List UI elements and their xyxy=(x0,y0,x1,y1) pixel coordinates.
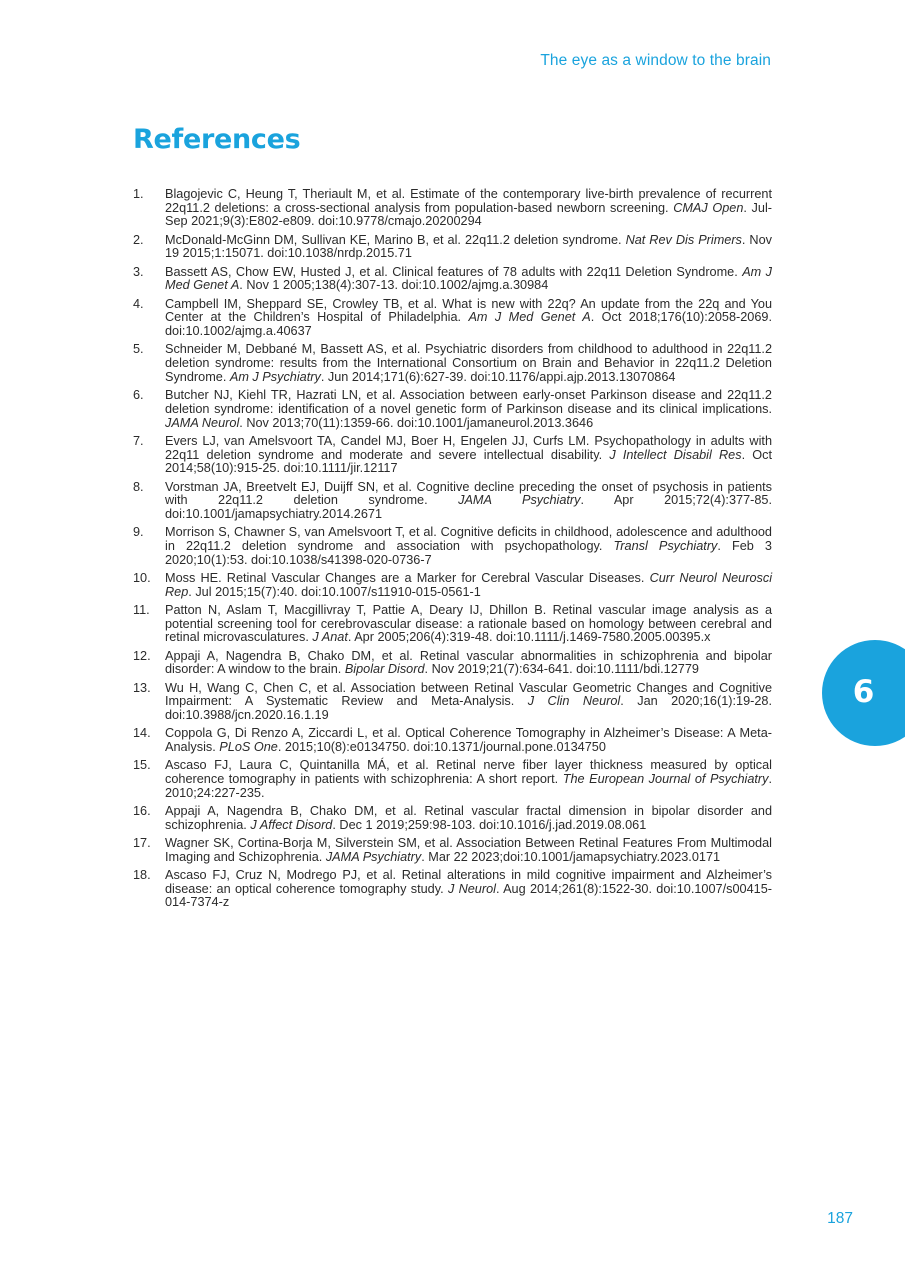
reference-item xyxy=(133,837,772,864)
reference-number: 2. xyxy=(133,232,144,247)
reference-text xyxy=(165,481,772,522)
reference-details: . Nov 1 2005;138(4):307-13. doi:10.1002/ajmg.a.30984 xyxy=(239,278,549,293)
reference-number: 1. xyxy=(133,187,144,201)
reference-details: . Feb 3 2020;10(1):53. doi:10.1038/s41398-020-0736-7 xyxy=(165,538,772,567)
reference-citation: Wagner SK, Cortina-Borja M, Silverstein SM, et al. Association Between Retinal Features From Multimodal Imaging and Schizophrenia. xyxy=(165,836,772,864)
reference-item xyxy=(133,298,772,339)
page-number: 187 xyxy=(827,1210,853,1227)
reference-journal: Bipolar Disord xyxy=(344,662,425,677)
reference-details: . Oct 2014;58(10):915-25. doi:10.1111/jir.12117 xyxy=(165,447,773,476)
reference-citation: Butcher NJ, Kiehl TR, Hazrati LN, et al. Association between early-onset Parkinson disease and 22q11.2 deletion syndrome: identification of a novel genetic form of Parkinson disease and its clinical implications. xyxy=(165,388,772,416)
reference-number: 7. xyxy=(133,433,144,448)
reference-journal: CMAJ Open xyxy=(673,200,744,215)
reference-item xyxy=(133,481,772,522)
reference-journal: JAMA Psychiatry xyxy=(325,849,422,864)
reference-citation: Wu H, Wang C, Chen C, et al. Association between Retinal Vascular Geometric Changes and Cognitive Impairment: A Systematic Review and Meta-Analysis. xyxy=(165,680,772,709)
reference-list xyxy=(133,188,772,915)
reference-number: 17. xyxy=(133,836,151,851)
reference-citation: Moss HE. Retinal Vascular Changes are a Marker for Cerebral Vascular Diseases. xyxy=(165,570,650,585)
reference-details: . Jan 2020;16(1):19-28. doi:10.3988/jcn.2020.16.1.19 xyxy=(165,694,772,723)
reference-text xyxy=(165,682,772,723)
reference-number: 8. xyxy=(133,479,144,494)
reference-number: 9. xyxy=(133,525,144,540)
reference-details: . Jul 2015;15(7):40. doi:10.1007/s11910-015-0561-1 xyxy=(188,584,481,599)
section-title: References xyxy=(133,124,301,155)
reference-journal: Curr Neurol Neurosci Rep xyxy=(165,570,773,599)
reference-journal: The European Journal of Psychiatry xyxy=(562,772,769,787)
reference-number: 14. xyxy=(133,726,151,741)
running-header: The eye as a window to the brain xyxy=(540,52,771,69)
reference-citation: Coppola G, Di Renzo A, Ziccardi L, et al. Optical Coherence Tomography in Alzheimer’s Disease: A Meta-Analysis. xyxy=(165,726,772,755)
reference-item xyxy=(133,759,772,800)
reference-citation: Evers LJ, van Amelsvoort TA, Candel MJ, Boer H, Engelen JJ, Curfs LM. Psychopathology in adults with 22q11 deletion syndrome and moderate and severe intellectual disability. xyxy=(165,433,772,462)
reference-text xyxy=(165,389,772,430)
reference-item xyxy=(133,435,772,476)
reference-number: 3. xyxy=(133,264,144,279)
reference-text xyxy=(165,435,772,476)
reference-citation: Patton N, Aslam T, Macgillivray T, Pattie A, Deary IJ, Dhillon B. Retinal vascular image analysis as a potential screening tool for cerebrovascular disease: a rationale based on homology between cerebral and retinal microvasculatures. xyxy=(165,602,772,645)
reference-citation: Appaji A, Nagendra B, Chako DM, et al. Retinal vascular abnormalities in schizophrenia and bipolar disorder: A window to the brain. xyxy=(165,648,772,677)
reference-item xyxy=(133,682,772,723)
reference-details: . Apr 2015;72(4):377-85. doi:10.1001/jamapsychiatry.2014.2671 xyxy=(165,493,772,521)
reference-details: . Jun 2014;171(6):627-39. doi:10.1176/appi.ajp.2013.13070864 xyxy=(320,369,676,384)
reference-citation: Campbell IM, Sheppard SE, Crowley TB, et al. What is new with 22q? An update from the 22q and You Center at the Children’s Hospital of Philadelphia. xyxy=(165,296,772,325)
reference-text xyxy=(165,234,772,261)
reference-item xyxy=(133,805,772,832)
reference-text xyxy=(165,604,772,645)
reference-text xyxy=(165,650,772,677)
reference-item xyxy=(133,727,772,754)
reference-details: . Aug 2014;261(8):1522-30. doi:10.1007/s00415-014-7374-z xyxy=(165,881,772,910)
reference-number: 6. xyxy=(133,388,144,403)
reference-text xyxy=(165,266,772,293)
reference-journal: J Intellect Disabil Res xyxy=(609,447,742,462)
reference-citation: Morrison S, Chawner S, van Amelsvoort T, et al. Cognitive deficits in childhood, adolescence and adulthood in 22q11.2 deletion syndrome and association with psychopathology. xyxy=(165,525,772,553)
reference-number: 10. xyxy=(133,570,151,585)
reference-details: . Nov 2013;70(11):1359-66. doi:10.1001/jamaneurol.2013.3646 xyxy=(239,415,594,430)
reference-item xyxy=(133,188,772,229)
reference-journal: J Neurol xyxy=(447,881,496,896)
reference-number: 11. xyxy=(133,602,150,617)
reference-details: . 2010;24:227-235. xyxy=(165,772,772,800)
reference-details: . Oct 2018;176(10):2058-2069. doi:10.1002/ajmg.a.40637 xyxy=(165,310,772,339)
reference-journal: J Anat xyxy=(312,630,348,645)
reference-details: . Jul-Sep 2021;9(3):E802-e809. doi:10.9778/cmajo.20200294 xyxy=(165,200,772,229)
reference-item xyxy=(133,266,772,293)
reference-number: 18. xyxy=(133,868,151,883)
reference-item xyxy=(133,234,772,261)
reference-citation: Ascaso FJ, Laura C, Quintanilla MÁ, et al. Retinal nerve fiber layer thickness measured by optical coherence tomography in patients with schizophrenia: A short report. xyxy=(165,758,772,787)
reference-text xyxy=(165,343,772,384)
reference-citation: Ascaso FJ, Cruz N, Modrego PJ, et al. Retinal alterations in mild cognitive impairment and Alzheimer’s disease: an optical coherence tomography study. xyxy=(165,868,772,896)
reference-number: 15. xyxy=(133,758,151,773)
reference-item xyxy=(133,572,772,599)
reference-number: 16. xyxy=(133,804,151,819)
reference-number: 4. xyxy=(133,296,144,311)
reference-text xyxy=(165,869,772,910)
reference-journal: JAMA Neurol xyxy=(165,415,240,430)
reference-citation: Appaji A, Nagendra B, Chako DM, et al. Retinal vascular fractal dimension in bipolar disorder and schizophrenia. xyxy=(165,804,772,832)
reference-text xyxy=(165,572,772,599)
reference-citation: Vorstman JA, Breetvelt EJ, Duijff SN, et al. Cognitive decline preceding the onset of psychosis in patients with 22q11.2 deletion syndrome. xyxy=(165,479,772,508)
reference-text xyxy=(165,805,772,832)
reference-item xyxy=(133,526,772,567)
reference-journal: PLoS One xyxy=(219,740,278,755)
reference-citation: McDonald-McGinn DM, Sullivan KE, Marino B, et al. 22q11.2 deletion syndrome. xyxy=(165,232,626,247)
reference-text xyxy=(165,298,772,339)
reference-journal: Am J Med Genet A xyxy=(165,264,772,293)
reference-journal: J Affect Disord xyxy=(250,817,333,832)
chapter-number: 6 xyxy=(852,674,875,710)
reference-text xyxy=(165,188,772,229)
reference-number: 12. xyxy=(133,648,151,663)
reference-item xyxy=(133,604,772,645)
reference-journal: Am J Psychiatry xyxy=(229,369,321,384)
reference-journal: J Clin Neurol xyxy=(527,694,621,709)
reference-details: . Mar 22 2023;doi:10.1001/jamapsychiatry.2023.0171 xyxy=(421,849,721,864)
reference-journal: Am J Med Genet A xyxy=(468,310,591,325)
reference-details: . Apr 2005;206(4):319-48. doi:10.1111/j.1469-7580.2005.00395.x xyxy=(347,630,711,645)
reference-journal: JAMA Psychiatry xyxy=(458,493,581,508)
reference-text xyxy=(165,727,772,754)
reference-details: . Nov 2019;21(7):634-641. doi:10.1111/bdi.12779 xyxy=(424,662,699,677)
reference-text xyxy=(165,526,772,567)
reference-text xyxy=(165,837,772,864)
reference-item xyxy=(133,650,772,677)
reference-citation: Schneider M, Debbané M, Bassett AS, et al. Psychiatric disorders from childhood to adulthood in 22q11.2 deletion syndrome: results from the International Consortium on Brain and Behavior in 22q11.2 Deletion Syndrome. xyxy=(165,342,772,384)
reference-item xyxy=(133,389,772,430)
reference-journal: Nat Rev Dis Primers xyxy=(625,232,742,247)
reference-item xyxy=(133,869,772,910)
reference-number: 5. xyxy=(133,342,144,357)
reference-details: . Nov 19 2015;1:15071. doi:10.1038/nrdp.2015.71 xyxy=(165,232,772,261)
reference-journal: Transl Psychiatry xyxy=(613,538,718,553)
reference-citation: Blagojevic C, Heung T, Theriault M, et al. Estimate of the contemporary live-birth prevalence of recurrent 22q11.2 deletions: a cross-sectional analysis from population-based newborn screening. xyxy=(165,187,772,215)
reference-citation: Bassett AS, Chow EW, Husted J, et al. Clinical features of 78 adults with 22q11 Deletion Syndrome. xyxy=(165,264,743,279)
reference-details: . 2015;10(8):e0134750. doi:10.1371/journal.pone.0134750 xyxy=(277,740,606,755)
reference-details: . Dec 1 2019;259:98-103. doi:10.1016/j.jad.2019.08.061 xyxy=(332,817,647,832)
reference-number: 13. xyxy=(133,680,151,695)
reference-item xyxy=(133,343,772,384)
reference-text xyxy=(165,759,772,800)
